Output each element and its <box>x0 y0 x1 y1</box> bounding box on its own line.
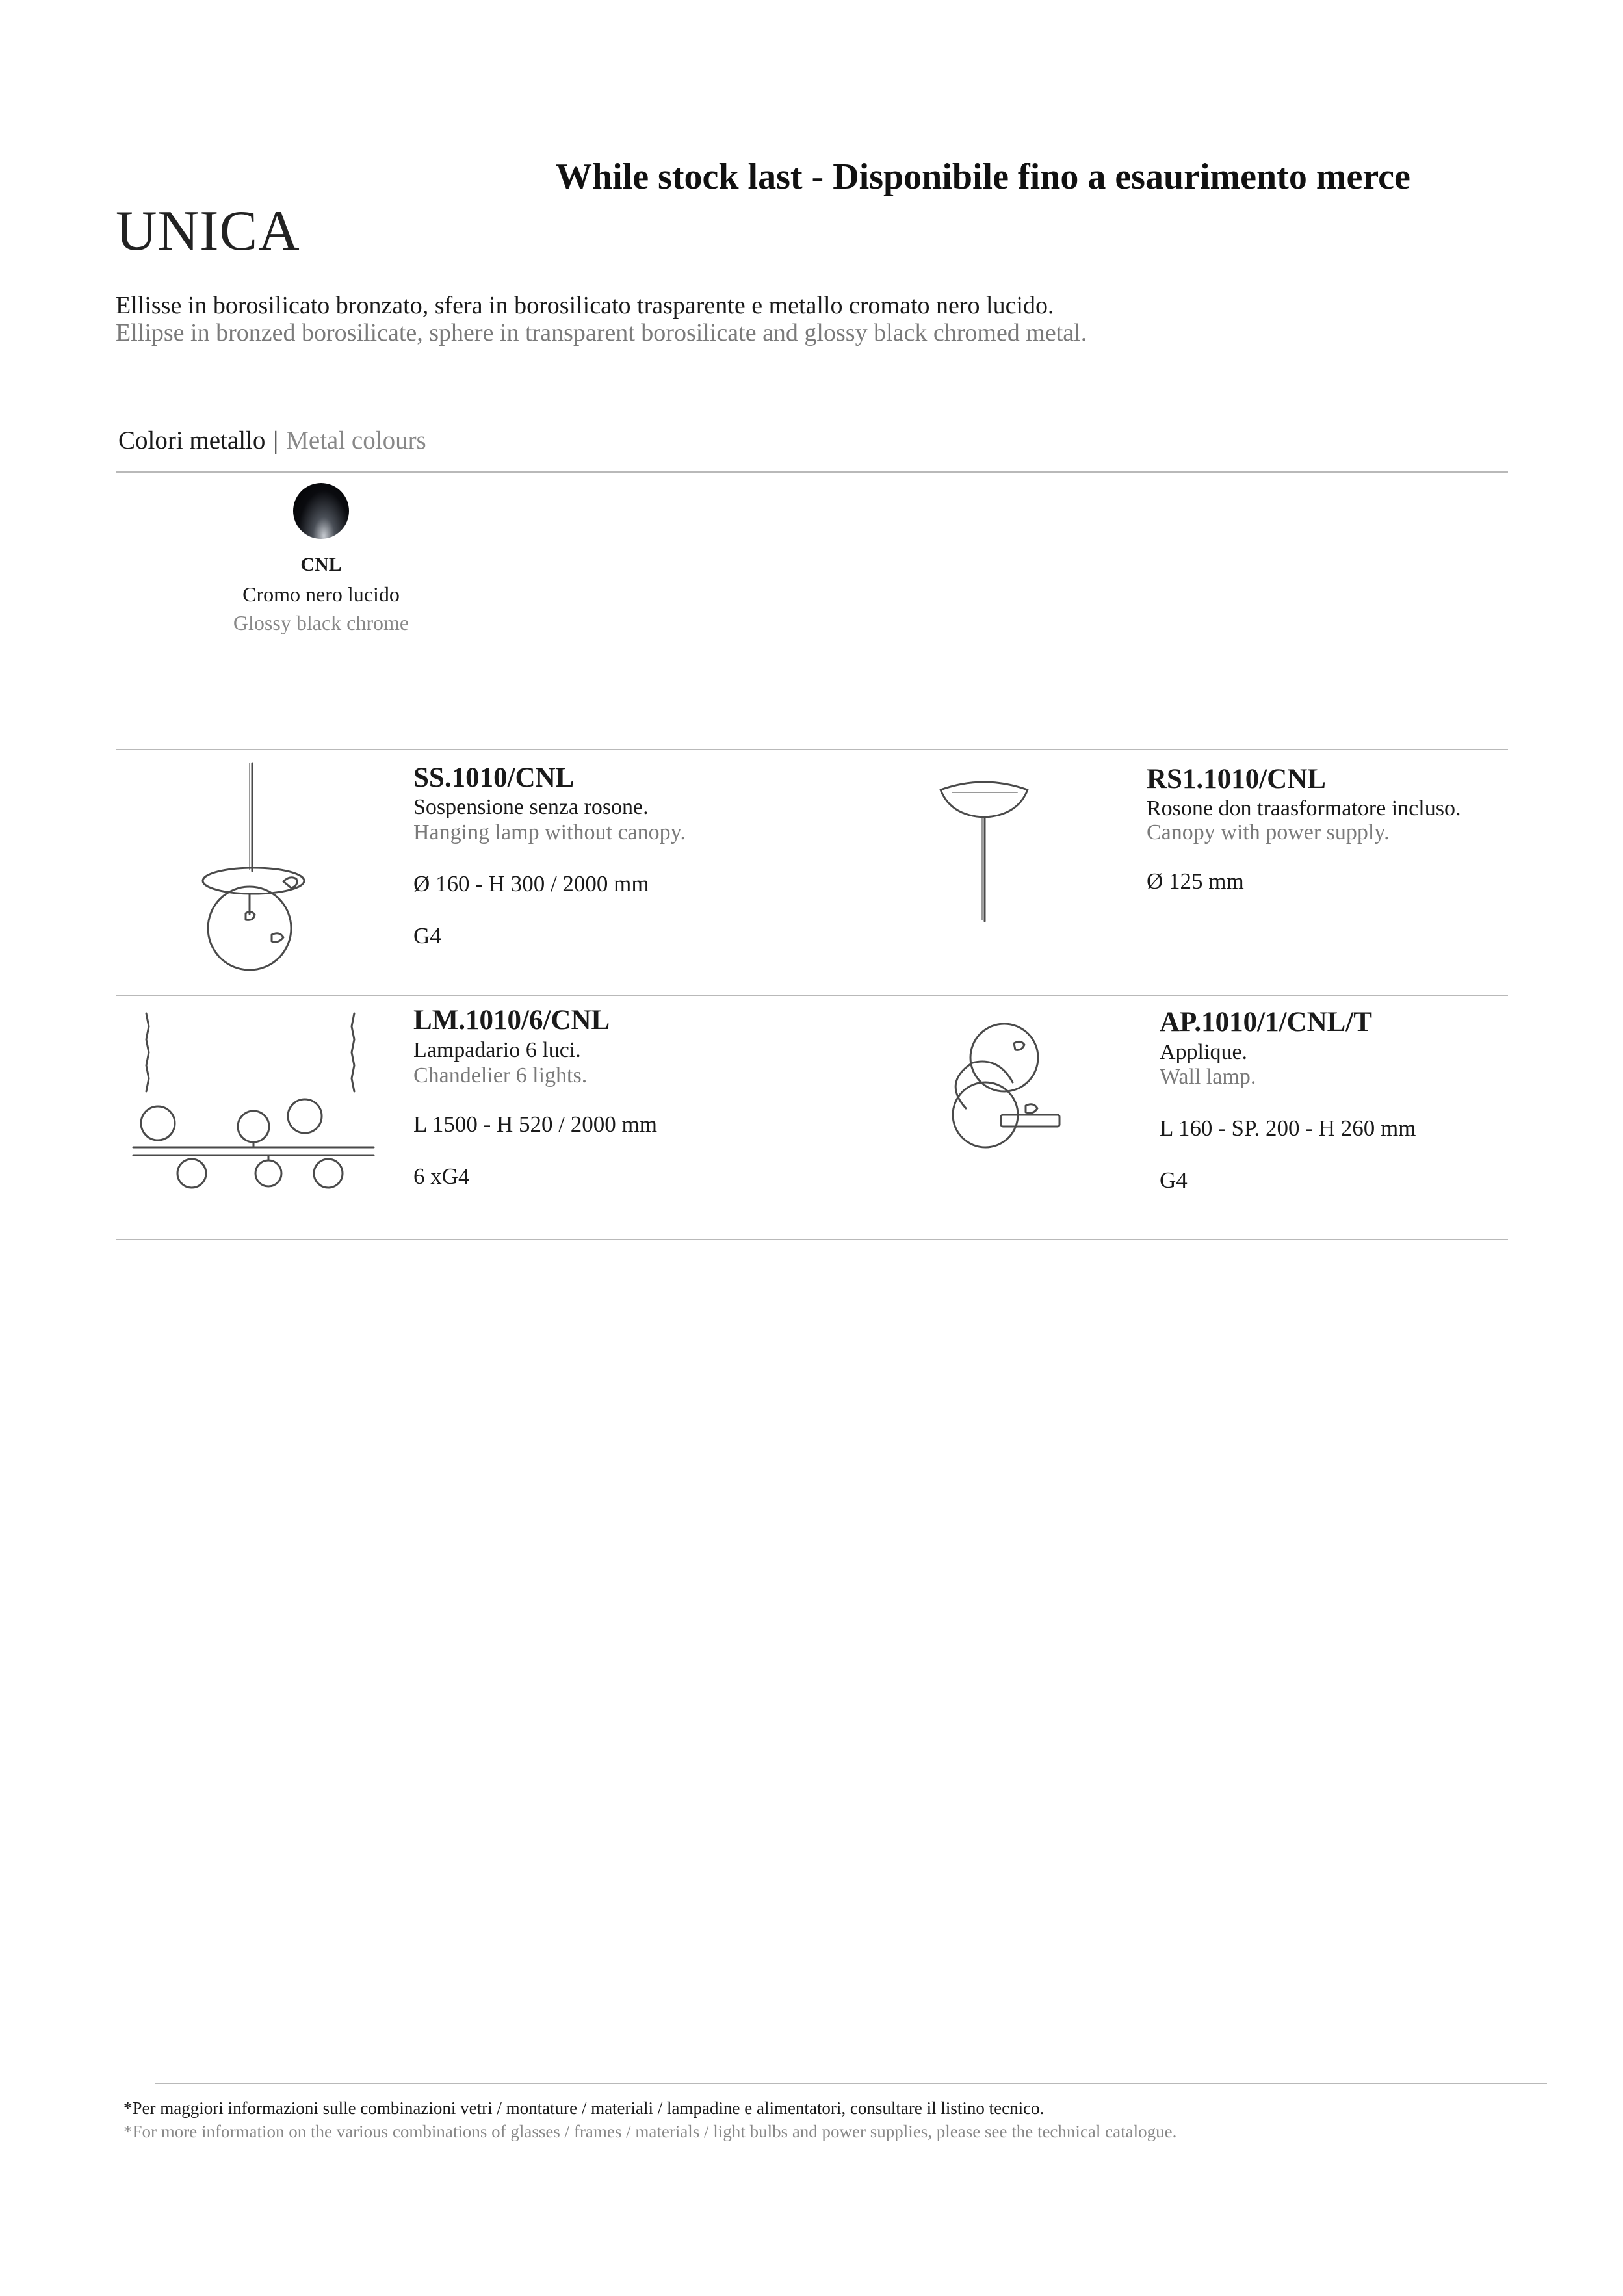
footer-note-italian: *Per maggiori informazioni sulle combinazioni vetri / montature / materiali / lampadine e alimentatori, consultare il listino tecnico. <box>123 2098 1045 2118</box>
product-description-english: Canopy with power supply. <box>1147 820 1390 844</box>
color-code: CNL <box>300 554 342 575</box>
colours-heading-english: Metal colours <box>286 426 426 454</box>
color-name-italian: Cromo nero lucido <box>242 582 400 606</box>
product-code: LM.1010/6/CNL <box>413 1005 610 1036</box>
page-title: UNICA <box>116 200 300 263</box>
color-name-english: Glossy black chrome <box>233 611 409 634</box>
product-description-english: Wall lamp. <box>1160 1065 1256 1089</box>
canopy-illustration <box>926 764 1043 933</box>
product-description-english: Hanging lamp without canopy. <box>413 820 686 844</box>
product-dimensions: Ø 160 - H 300 / 2000 mm <box>413 871 649 896</box>
wall-lamp-illustration <box>923 1011 1066 1167</box>
colours-heading-italian: Colori metallo <box>118 426 266 454</box>
product-dimensions: L 1500 - H 520 / 2000 mm <box>413 1112 657 1137</box>
product-bulb: G4 <box>1160 1168 1188 1193</box>
divider <box>116 749 1508 750</box>
divider <box>116 1239 1508 1240</box>
metal-colours-heading <box>118 426 426 455</box>
product-description-italian: Rosone don traasformatore incluso. <box>1147 796 1461 820</box>
footer-divider <box>155 2083 1547 2084</box>
divider <box>116 471 1508 473</box>
hanging-lamp-illustration <box>182 761 318 982</box>
heading-separator: | <box>273 426 279 454</box>
product-code: RS1.1010/CNL <box>1147 764 1326 794</box>
product-bulb: G4 <box>413 923 441 948</box>
product-description-italian: Sospensione senza rosone. <box>413 795 649 819</box>
product-dimensions: Ø 125 mm <box>1147 868 1244 894</box>
product-description-english: Chandelier 6 lights. <box>413 1063 588 1088</box>
product-bulb: 6 xG4 <box>413 1164 470 1189</box>
product-dimensions: L 160 - SP. 200 - H 260 mm <box>1160 1115 1416 1141</box>
description-english: Ellipse in bronzed borosilicate, sphere in transparent borosilicate and glossy black chromed metal. <box>116 319 1087 346</box>
stock-notice: While stock last - Disponibile fino a esaurimento merce <box>556 157 1410 197</box>
color-swatch-cnl <box>293 483 349 539</box>
chandelier-illustration <box>120 1011 387 1206</box>
product-description-italian: Applique. <box>1160 1040 1248 1064</box>
divider <box>116 995 1508 996</box>
footer-note-english: *For more information on the various combinations of glasses / frames / materials / light bulbs and power supplies, please see the technical catalogue. <box>123 2122 1177 2141</box>
product-code: SS.1010/CNL <box>413 763 575 793</box>
product-description-italian: Lampadario 6 luci. <box>413 1038 581 1062</box>
description-italian: Ellisse in borosilicato bronzato, sfera in borosilicato trasparente e metallo cromato nero lucido. <box>116 292 1054 319</box>
product-code: AP.1010/1/CNL/T <box>1160 1007 1372 1037</box>
